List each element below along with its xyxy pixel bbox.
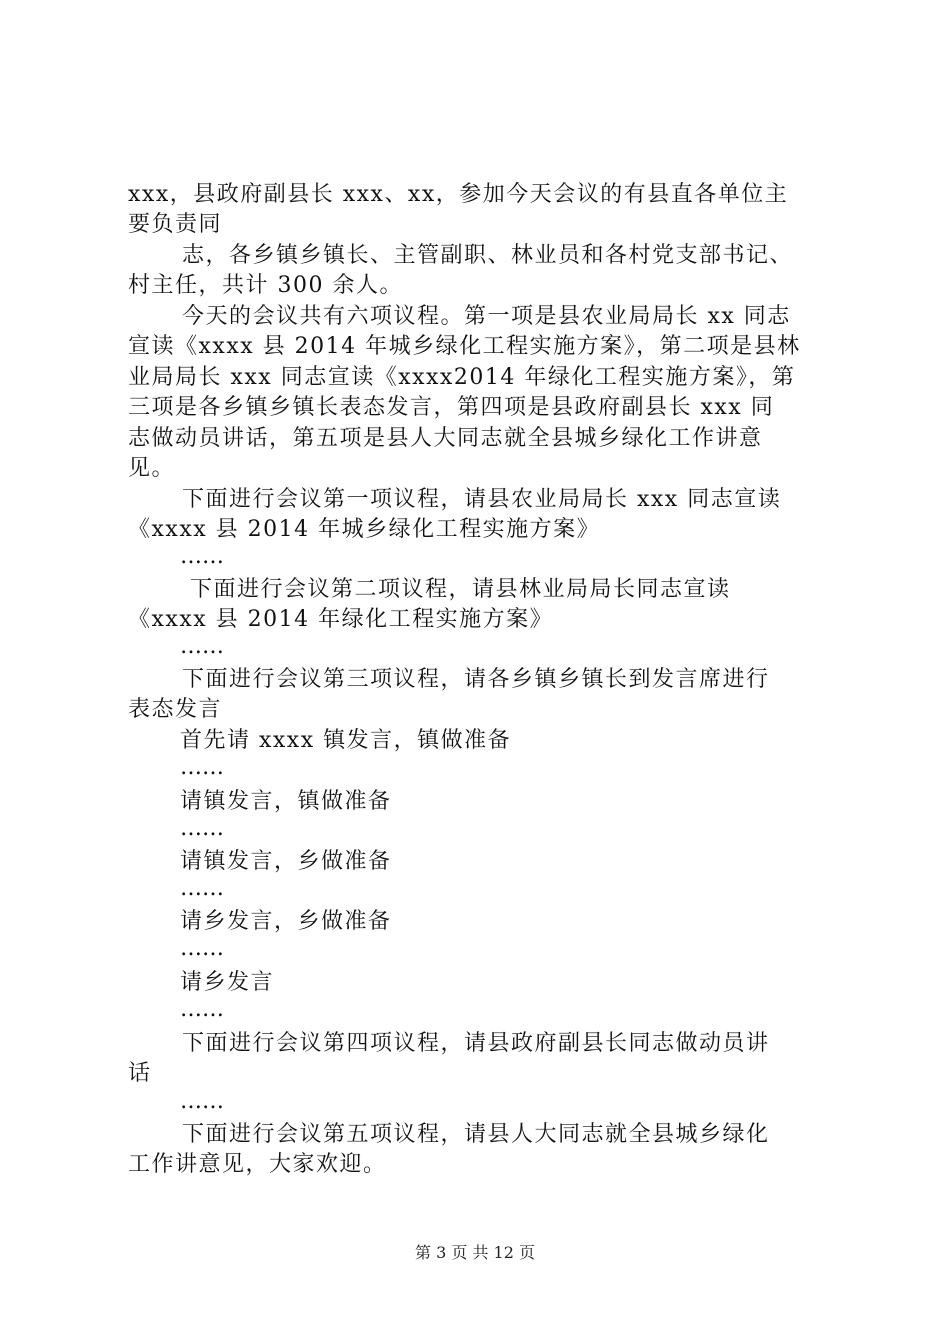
body-line: 下面进行会议第四项议程，请县政府副县长同志做动员讲: [182, 1031, 770, 1056]
body-line: xxx，县政府副县长 xxx、xx，参加今天会议的有县直各单位主: [128, 182, 789, 207]
ellipsis-line: ……: [180, 876, 224, 901]
body-line: 见。: [128, 456, 176, 481]
body-line: 下面进行会议第二项议程，请县林业局局长同志宣读: [190, 577, 731, 602]
body-line: 请乡发言，乡做准备: [180, 909, 392, 934]
body-line: 《xxxx 县 2014 年城乡绿化工程实施方案》: [128, 517, 601, 542]
body-line: 志，各乡镇乡镇长、主管副职、林业员和各村党支部书记、: [182, 243, 794, 268]
body-line: 请镇发言，乡做准备: [180, 849, 392, 874]
ellipsis-line: ……: [180, 755, 224, 780]
body-line: 下面进行会议第五项议程，请县人大同志就全县城乡绿化: [182, 1122, 770, 1147]
body-line: 下面进行会议第三项议程，请各乡镇乡镇长到发言席进行: [182, 667, 770, 692]
body-line: 要负责同: [128, 212, 223, 237]
body-line: 业局局长 xxx 同志宣读《xxxx2014 年绿化工程实施方案》，第: [128, 365, 796, 390]
body-line: 《xxxx 县 2014 年绿化工程实施方案》: [128, 607, 554, 632]
body-line: 宣读《xxxx 县 2014 年城乡绿化工程实施方案》，第二项是县林: [128, 334, 801, 359]
body-line: 工作讲意见，大家欢迎。: [128, 1152, 387, 1177]
ellipsis-line: ……: [180, 936, 224, 961]
body-line: 村主任，共计 300 余人。: [128, 273, 403, 298]
page-number-footer: 第 3 页 共 12 页: [415, 1243, 535, 1262]
ellipsis-line: ……: [180, 544, 224, 569]
body-line: 话: [128, 1061, 152, 1086]
ellipsis-line: ……: [180, 997, 224, 1022]
body-line: 三项是各乡镇乡镇长表态发言，第四项是县政府副县长 xxx 同: [128, 395, 775, 420]
body-line: 请镇发言，镇做准备: [180, 789, 392, 814]
body-line: 请乡发言: [180, 970, 275, 995]
body-line: 今天的会议共有六项议程。第一项是县农业局局长 xx 同志: [182, 304, 791, 329]
body-line: 下面进行会议第一项议程，请县农业局局长 xxx 同志宣读: [182, 487, 782, 512]
ellipsis-line: ……: [180, 816, 224, 841]
ellipsis-line: ……: [180, 634, 224, 659]
body-line: 志做动员讲话，第五项是县人大同志就全县城乡绿化工作讲意: [128, 426, 763, 451]
ellipsis-line: ……: [180, 1089, 224, 1114]
body-line: 表态发言: [128, 697, 223, 722]
body-line: 首先请 xxxx 镇发言，镇做准备: [180, 728, 512, 753]
